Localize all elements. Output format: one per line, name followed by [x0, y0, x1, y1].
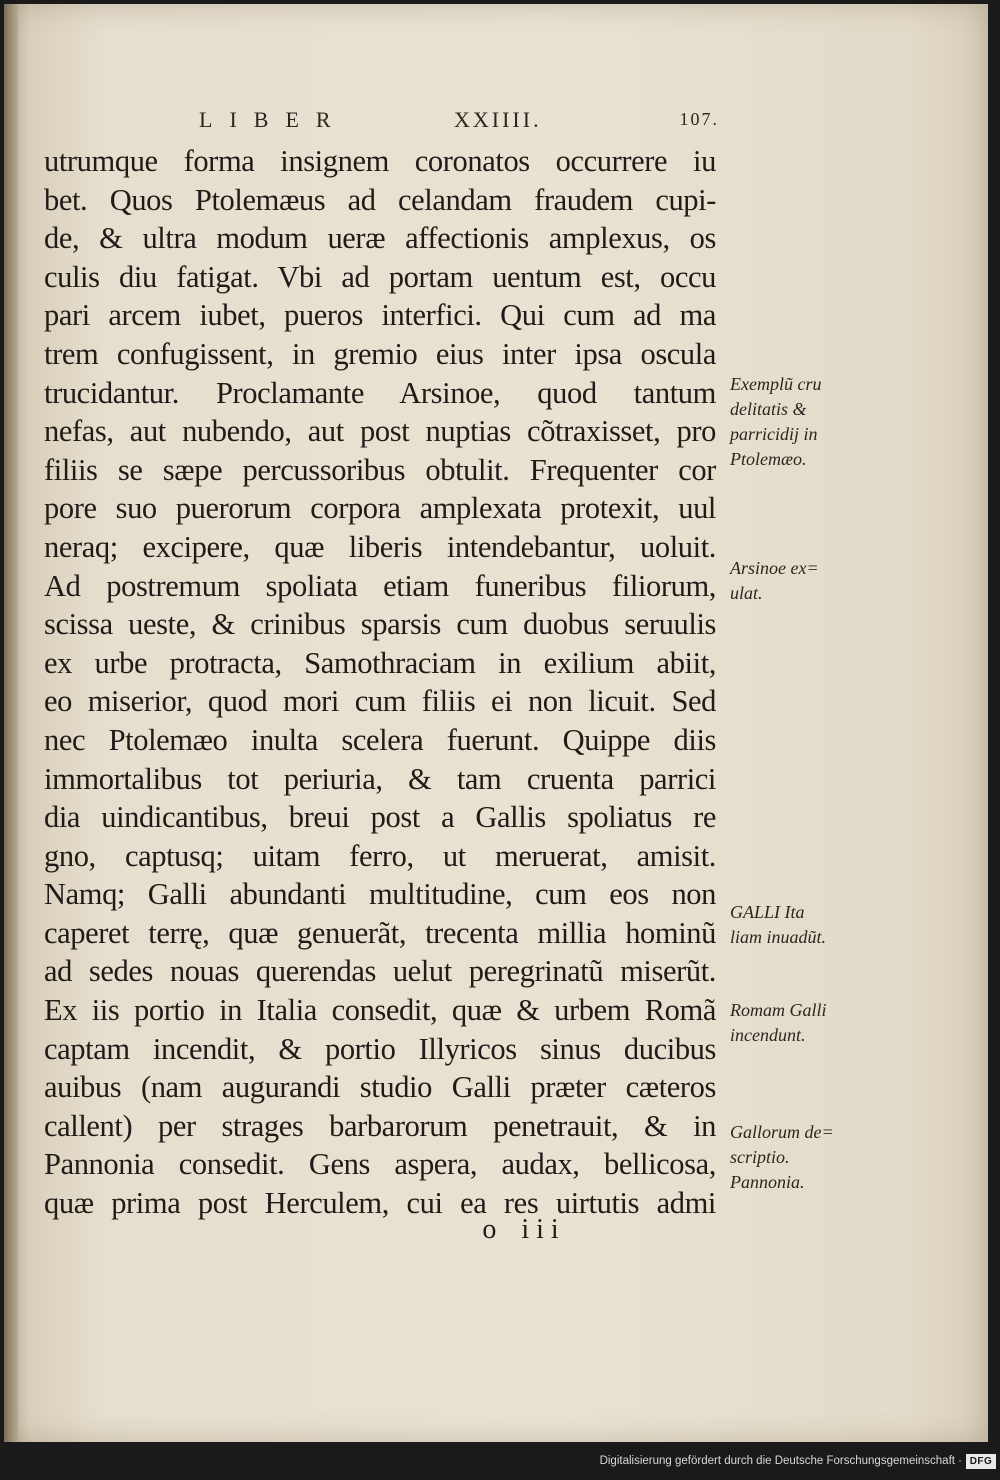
text-line: bet. Quos Ptolemæus ad celandam fraudem cupi-	[44, 182, 716, 217]
text-line: dia uindicantibus, breui post a Gallis spoliatus re	[44, 800, 716, 835]
text-line: utrumque forma insignem coronatos occurrere iu	[44, 144, 716, 178]
book-page	[4, 4, 988, 1442]
text-line: trucidantur. Proclamante Arsinoe, quod tantum	[44, 375, 716, 410]
text-line: immortalibus tot periuria, & tam cruenta parrici	[44, 761, 716, 796]
marginal-note-line: ulat.	[730, 583, 763, 603]
text-line: callent) per strages barbarorum penetrauit, & in	[44, 1108, 716, 1143]
signature-letter: o	[482, 1214, 504, 1245]
text-line: nefas, aut nubendo, aut post nuptias cõtraxisset, pro	[44, 414, 716, 449]
marginal-note-line: Pannonia.	[730, 1172, 805, 1192]
signature-mark	[4, 1214, 1000, 1246]
marginal-note-line: Gallorum de=	[730, 1122, 834, 1142]
text-line: nec Ptolemæo inulta scelera fuerunt. Quippe diis	[44, 722, 716, 757]
dfg-logo: DFG	[966, 1454, 996, 1469]
footer-bar	[0, 1446, 1000, 1480]
text-line: Ad postremum spoliata etiam funeribus filiorum,	[44, 568, 716, 603]
text-line: de, & ultra modum ueræ affectionis amplexus, os	[44, 221, 716, 256]
marginal-note-line: liam inuadũt.	[730, 927, 827, 947]
text-line: auibus (nam augurandi studio Galli præter cæteros	[44, 1070, 716, 1105]
text-line: filiis se sæpe percussoribus obtulit. Frequenter cor	[44, 452, 716, 487]
digitization-credit: Digitalisierung gefördert durch die Deutsche Forschungsgemeinschaft ·	[599, 1455, 962, 1467]
text-line: culis diu fatigat. Vbi ad portam uentum est, occu	[44, 259, 716, 294]
running-head-book-number: XXIIII.	[454, 107, 542, 132]
text-line: scissa ueste, & crinibus sparsis cum duobus seruulis	[44, 607, 716, 642]
running-head	[199, 107, 719, 137]
text-line: quæ prima post Herculem, cui ea res uirtutis admi	[44, 1186, 716, 1221]
marginal-note	[730, 556, 865, 606]
text-line: neraq; excipere, quæ liberis intendebantur, uoluit.	[44, 529, 716, 564]
folio-number: 107.	[679, 109, 719, 129]
marginal-note-line: parricidij in	[730, 424, 818, 444]
text-line: ad sedes nouas querendas uelut peregrinatũ miserũt.	[44, 954, 716, 989]
text-line: captam incendit, & portio Illyricos sinus ducibus	[44, 1031, 716, 1066]
marginal-note-line: Exemplũ cru	[730, 374, 822, 394]
text-line: gno, captusq; uitam ferro, ut meruerat, amisit.	[44, 838, 716, 873]
marginal-note-line: delitatis &	[730, 399, 807, 419]
text-line: Namq; Galli abundanti multitudine, cum eos non	[44, 877, 716, 912]
signature-numeral: iii	[521, 1214, 566, 1245]
text-line: Pannonia consedit. Gens aspera, audax, bellicosa,	[44, 1147, 716, 1182]
marginal-note-line: GALLI Ita	[730, 902, 805, 922]
text-line: caperet terrę, quæ genuerãt, trecenta millia hominũ	[44, 915, 716, 950]
text-line: pore suo puerorum corpora amplexata protexit, uul	[44, 491, 716, 526]
text-line: eo miserior, quod mori cum filiis ei non licuit. Sed	[44, 684, 716, 719]
text-line: ex urbe protracta, Samothraciam in exilium abiit,	[44, 645, 716, 680]
marginal-note	[730, 998, 865, 1048]
marginal-note	[730, 372, 865, 472]
body-text	[44, 142, 716, 1223]
marginal-note-line: scriptio.	[730, 1147, 790, 1167]
marginal-notes	[730, 4, 865, 1304]
marginal-note	[730, 1120, 865, 1195]
text-line: Ex iis portio in Italia consedit, quæ & urbem Romã	[44, 993, 716, 1028]
marginal-note-line: incendunt.	[730, 1025, 806, 1045]
text-line: trem confugissent, in gremio eius inter ipsa oscula	[44, 336, 716, 371]
marginal-note-line: Arsinoe ex=	[730, 558, 819, 578]
marginal-note	[730, 900, 865, 950]
marginal-note-line: Ptolemæo.	[730, 449, 807, 469]
text-line: pari arcem iubet, pueros interfici. Qui cum ad ma	[44, 298, 716, 333]
marginal-note-line: Romam Galli	[730, 1000, 827, 1020]
running-head-title: LIBER	[199, 107, 348, 132]
